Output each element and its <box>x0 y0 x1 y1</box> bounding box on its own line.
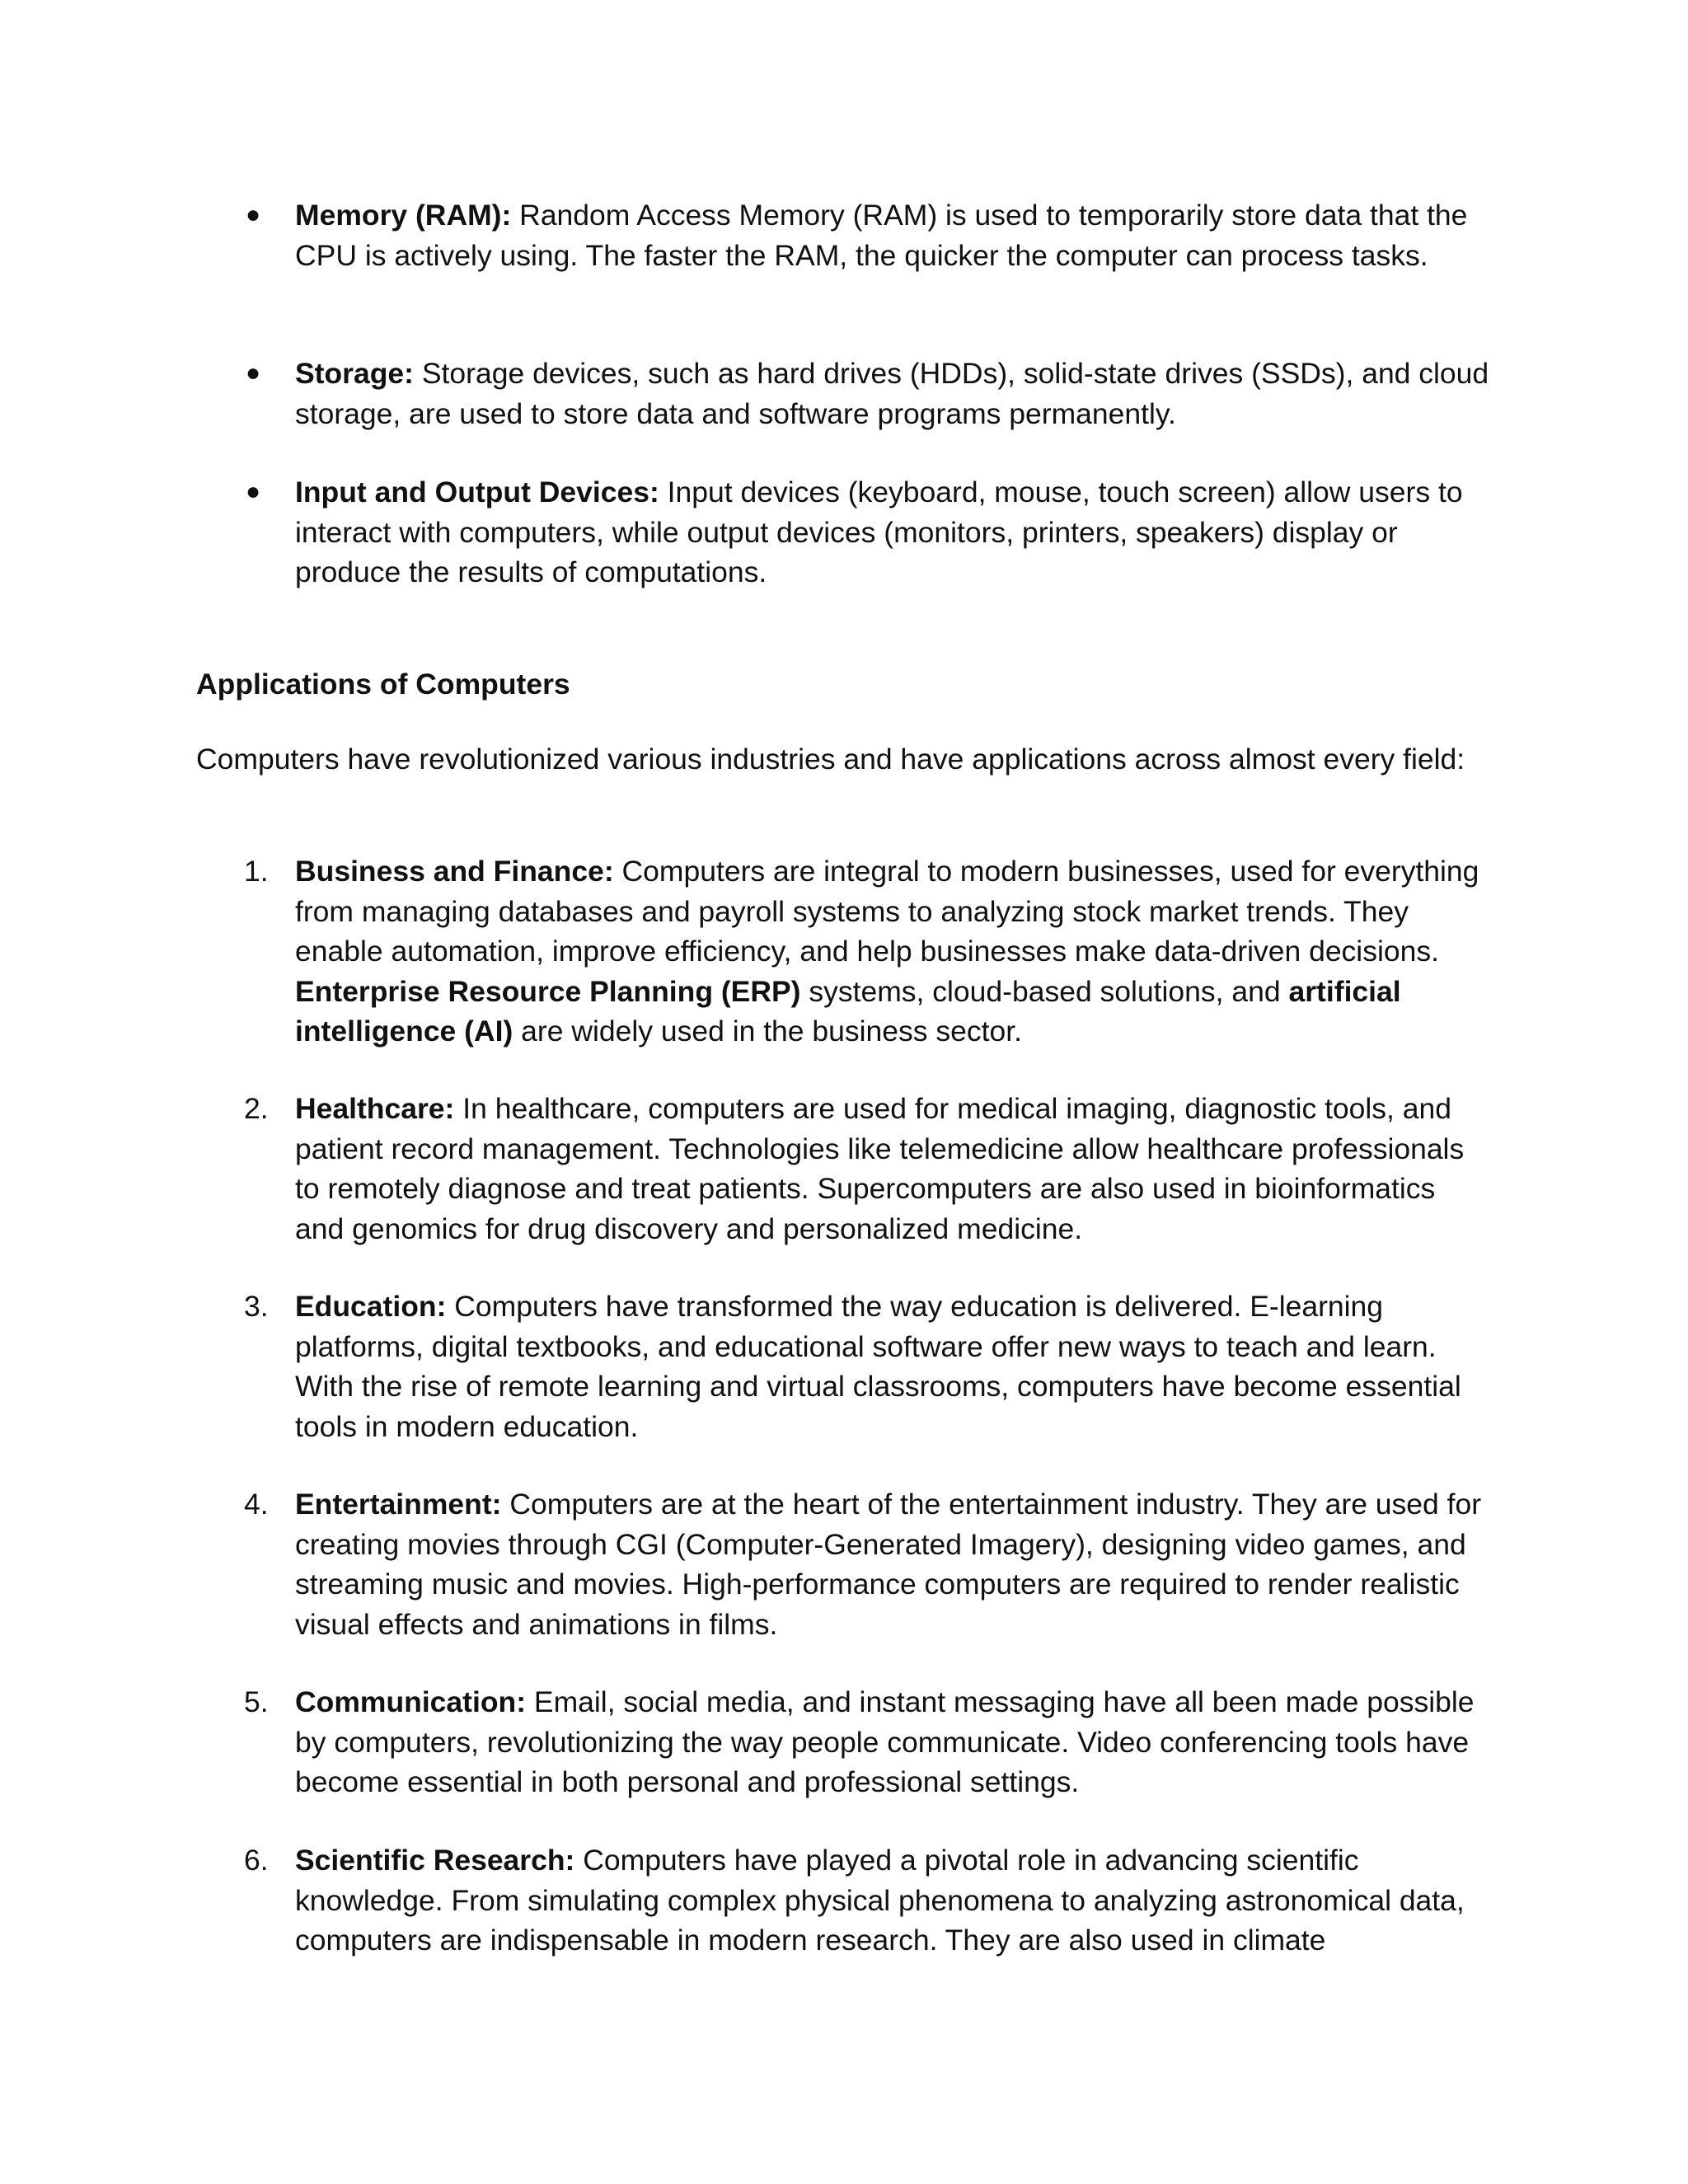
list-number: 4. <box>244 1488 269 1521</box>
list-item-text: In healthcare, computers are used for medical imaging, diagnostic tools, and patient record management. Technologies like telemedicine allow healthcare professionals to remotely diagnose and treat patients. Supercomputers are also used in bioinformatics and genomics for drug discovery and personalized medicine. <box>295 1092 1465 1245</box>
list-item-term: Education: <box>295 1290 447 1323</box>
list-item-text: Storage devices, such as hard drives (HDDs), solid-state drives (SSDs), and cloud storage, are used to store data and software programs permanently. <box>295 357 1489 430</box>
list-item-text: Email, social media, and instant messaging have all been made possible by computers, revolutionizing the way people communicate. Video conferencing tools have become essential in both personal and professional settings. <box>295 1685 1475 1798</box>
list-item-text: systems, cloud-based solutions, and <box>800 974 1289 1008</box>
list-item-text: Computers are at the heart of the entertainment industry. They are used for creating movies through CGI (Computer-Generated Imagery), designing video games, and streaming music and movies. High-performance computers are required to render realistic visual effects and animations in films. <box>295 1488 1482 1641</box>
list-item-text: Computers are integral to modern businesses, used for everything from managing databases and payroll systems to analyzing stock market trends. They enable automation, improve efficiency, and help businesses make data-driven decisions. <box>295 855 1479 968</box>
list-item-business <box>295 851 1490 1052</box>
list-item-emphasis: artificial intelligence (AI) <box>295 974 1401 1047</box>
list-item-term: Scientific Research: <box>295 1844 575 1877</box>
list-item-term: Input and Output Devices: <box>295 476 659 509</box>
list-item-memory <box>295 195 1490 275</box>
list-item-io-devices <box>295 472 1490 593</box>
list-item-entertainment <box>295 1484 1490 1644</box>
list-number: 2. <box>244 1092 269 1125</box>
list-item-term: Memory (RAM): <box>295 199 512 232</box>
list-item-storage <box>295 354 1490 434</box>
bullet-marker: ● <box>246 359 261 387</box>
list-item-healthcare <box>295 1089 1490 1249</box>
section-heading: Applications of Computers <box>196 668 570 701</box>
list-item-text: Random Access Memory (RAM) is used to temporarily store data that the CPU is actively using. The faster the RAM, the quicker the computer can process tasks. <box>295 199 1468 272</box>
list-item-term: Business and Finance: <box>295 855 614 888</box>
list-item-scientific-research <box>295 1840 1490 1961</box>
list-number: 5. <box>244 1685 269 1718</box>
bullet-marker: ● <box>246 201 261 228</box>
section-intro: Computers have revolutionized various industries and have applications across almost every field: <box>196 743 1465 776</box>
list-item-term: Storage: <box>295 357 414 390</box>
list-number: 6. <box>244 1844 269 1877</box>
list-item-term: Communication: <box>295 1685 527 1718</box>
list-item-education <box>295 1286 1490 1446</box>
list-number: 3. <box>244 1290 269 1323</box>
list-item-text: Input devices (keyboard, mouse, touch screen) allow users to interact with computers, while output devices (monitors, printers, speakers) display or produce the results of computations. <box>295 476 1463 588</box>
list-item-text: Computers have transformed the way education is delivered. E-learning platforms, digital textbooks, and educational software offer new ways to teach and learn. With the rise of remote learning and virtual classrooms, computers have become essential tools in modern education. <box>295 1290 1461 1443</box>
list-item-term: Healthcare: <box>295 1092 455 1125</box>
list-item-emphasis: Enterprise Resource Planning (ERP) <box>295 974 801 1008</box>
bullet-marker: ● <box>246 478 261 505</box>
list-item-communication <box>295 1682 1490 1802</box>
list-item-text: Computers have played a pivotal role in advancing scientific knowledge. From simulating complex physical phenomena to analyzing astronomical data, computers are indispensable in modern research. They are also used in climate <box>295 1844 1465 1957</box>
list-number: 1. <box>244 855 269 888</box>
list-item-term: Entertainment: <box>295 1488 502 1521</box>
list-item-text: are widely used in the business sector. <box>513 1015 1022 1047</box>
